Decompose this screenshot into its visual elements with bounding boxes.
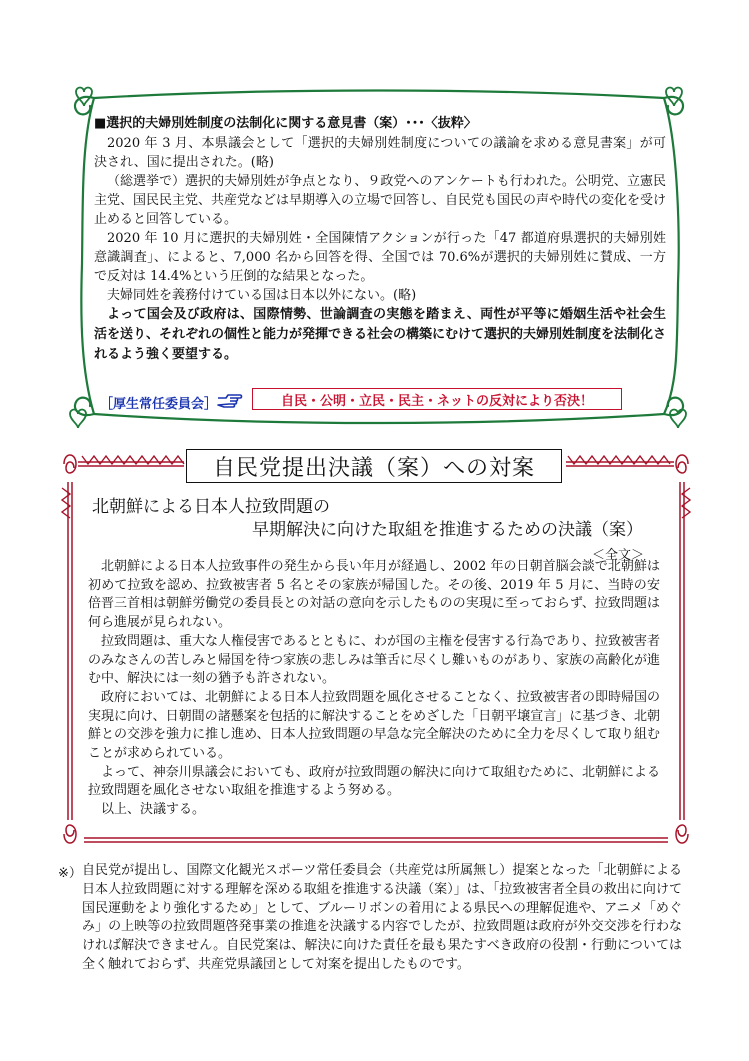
- footnote-mark: ※）: [58, 866, 82, 881]
- vote-result-box: [252, 388, 622, 410]
- resolution-paragraph: よって、神奈川県議会においても、政府が拉致問題の解決に向けて取組むために、北朝鮮による拉致問題を風化させない取組を推進するよう努める。: [88, 764, 660, 799]
- opinion-paragraph: 2020 年 3 月、本県議会として「選択的夫婦別姓制度についての議論を求める意見書案」が可決され、国に提出された。(略): [94, 136, 666, 170]
- resolution-title-line1: 北朝鮮による日本人拉致問題の: [92, 497, 330, 517]
- fulltext-label: ＜全文＞: [592, 548, 645, 563]
- opinion-heading: ■選択的夫婦別姓制度の法制化に関する意見書（案）･･･〈抜粋〉: [94, 116, 477, 131]
- resolution-paragraph: 以上、決議する。: [101, 802, 206, 818]
- vote-result-text: 自民・公明・立民・民主・ネットの反対により否決！: [280, 393, 593, 409]
- opinion-statement: [94, 114, 666, 365]
- resolution-body: [88, 558, 660, 820]
- footnote-text: 自民党が提出し、国際文化観光スポーツ常任委員会（共産党は所属無し）提案となった「北朝鮮による日本人拉致問題に対する理解を深める取組を推進する決議（案）」は、「拉致被害者全員の救出に向けて国民運動をより強化するため」として、ブルーリボンの着用による県民への理解促進や、アニメ「めぐみ」の上映等の拉致問題啓発事業の推進を決議する内容でしたが、拉致問題は政府が外交交渉を行わなければ解決できません。自民党案は、解決に向けた責任を最も果たすべき政府の役割・行動については全く触れておらず、共産党県議団として対案を提出したものです。: [82, 863, 682, 972]
- opinion-paragraph: （総選挙で）選択的夫婦別姓が争点となり、９政党へのアンケートも行われた。公明党、立憲民主党、国民民主党、共産党などは早期導入の立場で回答し、自民党も国民の声や時代の変化を受け止めると回答している。: [94, 174, 667, 227]
- opinion-paragraph: 夫婦同姓を義務付けている国は日本以外にない。(略): [107, 288, 417, 303]
- opinion-paragraph: 2020 年 10 月に選択的夫婦別姓・全国陳情アクションが行った「47 都道府県選択的夫婦別姓意識調査」、によると、7,000 名から回答を得、全国では 70.6%が選択的夫婦別姓に賛成、一方で反対は 14.4%という圧倒的な結果となった。: [94, 231, 666, 284]
- pointing-hand-icon: [216, 390, 244, 410]
- resolution-paragraph: 北朝鮮による日本人拉致事件の発生から長い年月が経過し、2002 年の日朝首脳会談で北朝鮮は初めて拉致を認め、拉致被害者 5 名とその家族が帰国した。その後、2019 年 5 月に、当時の安倍晋三首相は朝鮮労働党の委員長との対話の意向を示したものの実現に至っておらず、拉致問題は何ら進展が見られない。: [88, 559, 660, 631]
- committee-label: ［厚生常任委員会］: [100, 397, 218, 412]
- counter-proposal-title-text: 自民党提出決議（案）への対案: [212, 455, 535, 481]
- resolution-title-line2: 早期解決に向けた取組を推進するための決議（案）: [252, 520, 643, 540]
- opinion-conclusion: よって国会及び政府は、国際情勢、世論調査の実態を踏まえ、両性が平等に婚姻生活や社会生活を送り、それぞれの個性と能力が発揮できる社会の構築にむけて選択的夫婦別姓制度を法制化されるよう強く要望する。: [94, 307, 667, 362]
- counter-proposal-title: [186, 449, 562, 483]
- resolution-paragraph: 拉致問題は、重大な人権侵害であるとともに、わが国の主権を侵害する行為であり、拉致被害者のみなさんの苦しみと帰国を待つ家族の悲しみは筆舌に尽くし難いものがあり、家族の高齢化が進む中、解決には一刻の猶予も許されない。: [88, 633, 661, 687]
- resolution-paragraph: 政府においては、北朝鮮による日本人拉致問題を風化させることなく、拉致被害者の即時帰国の実現に向け、日朝間の諸懸案を包括的に解決することをめざした「日朝平壌宣言」に基づき、北朝鮮との交渉を強力に推し進め、日本人拉致問題の早急な完全解決のために全力を尽くして取り組むことが求められている。: [88, 689, 660, 762]
